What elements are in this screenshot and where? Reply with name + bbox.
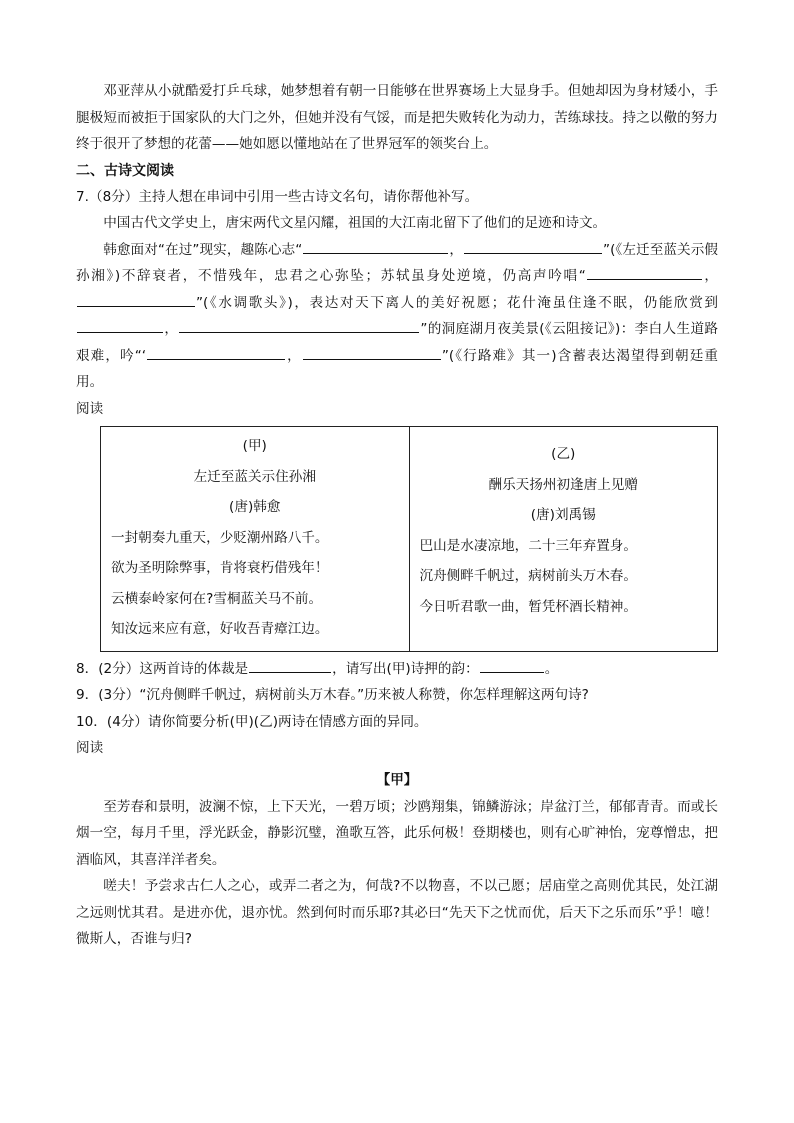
poems-table [100,426,718,652]
q7-text-6: ”(《水调歌头》)，表达对天下离人的美好祝愿；花什淹虽住逢不眠，仍能欣赏到 [196,294,718,311]
answer-blank-rhyme[interactable] [480,657,544,673]
answer-blank-4[interactable] [77,291,195,307]
q7-text-8: ”的洞庭湖月夜美景(《云阻接记》)：李白人生道路艰难，吟“‘ [76,321,718,364]
poem-a-label: (甲) [242,438,267,454]
section-heading: 二、古诗文阅读 [76,162,174,179]
answer-blank-3[interactable] [587,264,702,280]
q7-text-10: ”(《行路难》其一)含蓄表达渴望得到朝廷重用。 [76,347,718,390]
question-7-context: 中国古代文学史上，唐宋两代文星闪耀，祖国的大江南北留下了他们的足迹和诗文。 [103,215,607,231]
poem-a-author: (唐)韩愈 [229,499,281,515]
poem-b-label: (乙) [551,446,576,462]
answer-blank-1[interactable] [303,238,448,254]
read-label-1: 阅读 [76,400,104,417]
text-jia-title: 【甲】 [376,771,418,788]
q7-text-7: ， [164,321,179,337]
answer-blank-5[interactable] [77,317,163,333]
q7-text-5: ， [702,268,718,284]
answer-blank-8[interactable] [303,344,441,360]
poem-a-line: 知汝远来应有意，好收吾青瘴江边。 [111,621,329,637]
q8-text-c: 。 [544,660,559,677]
question-8 [76,656,718,683]
poem-b-author: (唐)刘禹锡 [530,507,596,523]
question-7-fill-text [76,237,718,396]
answer-blank-genre[interactable] [249,657,331,673]
poem-b-line: 今日听君歌一曲，暂凭杯酒长精神。 [419,598,637,615]
poem-a-line: 一封朝奏九重天，少贬潮州路八千。 [111,529,329,546]
poem-b-title: 酬乐天扬州初逢唐上见赠 [488,476,639,493]
page-content [76,78,718,953]
poem-b-cell [409,427,718,652]
q7-text-1: 韩愈面对“在过”现实，趣陈心志“ [103,241,303,258]
text-jia-paragraph-2: 嗟夫！予尝求古仁人之心，或弄二者之为，何哉?不以物喜，不以己愿；居庙堂之高则优其民，处江湖之远则忧其君。是进亦优，退亦忧。然到何时而乐耶?其必曰“先天下之忧而优，后天下之乐而乐”乎！噫！微斯人，否谁与归? [76,878,718,947]
intro-paragraph: 邓亚萍从小就酷爱打乒乓球，她梦想着有朝一日能够在世界赛场上大显身手。但她却因为身材矮小，手腿极短而被拒于国家队的大门之外，但她并没有气馁，而是把失败转化为动力，苦练球技。持之以儆的努力终于很开了梦想的花蕾——她如愿以懂地站在了世界冠军的领奖台上。 [76,83,718,152]
poem-b-line: 沉舟侧畔千帆过，病树前头万木春。 [419,568,637,584]
answer-blank-2[interactable] [464,238,602,254]
question-7-prompt: 7.（8分）主持人想在串词中引用一些古诗文名句，请你帮他补写。 [76,188,479,205]
poem-b-line: 巴山是水凄凉地，二十三年弃置身。 [419,537,637,554]
q8-text-b: ，请写出(甲)诗押的韵： [332,660,479,677]
read-label-2: 阅读 [76,740,104,756]
poem-a-line: 欲为圣明除弊事，肯将衰朽借残年！ [111,560,329,576]
poem-a-title: 左迁至蓝关示住孙湘 [193,468,316,485]
question-10: 10．(4分）请你简要分析(甲)(乙)两诗在情感方面的异同。 [76,713,428,730]
poem-a-line: 云横泰岭家何在?雪桐蓝关马不前。 [111,590,323,607]
q7-text-2: ， [449,241,464,258]
question-9: 9．(3分）“沉舟侧畔千帆过，病树前头万木春。”历来被人称赞，你怎样理解这两句诗? [76,687,589,703]
poem-a-cell [101,427,410,652]
q7-text-9: ， [286,347,302,364]
answer-blank-6[interactable] [179,317,419,333]
answer-blank-7[interactable] [147,344,285,360]
q8-text-a: 8．(2分）这两首诗的体裁是 [76,660,249,677]
q7-text-4: “ [578,268,586,284]
text-jia-paragraph-1: 至芳春和景明，波澜不惊，上下天光，一碧万顷；沙鸥翔集，锦鳞游泳；岸盆汀兰，郁郁青青。而或长烟一空，每月千里，浮光跃金，静影沉璧，渔歌互答，此乐何极！登期楼也，则有心旷神怡，宠尊憎忠，把酒临风，其喜洋洋者矣。 [76,798,718,868]
q7-text-3: ”(《左迁至蓝关示假孙湘》)不辞衰者，不惜残年，忠君之心弥坠；苏轼虽身处逆境，仍高声吟唱 [76,241,719,284]
